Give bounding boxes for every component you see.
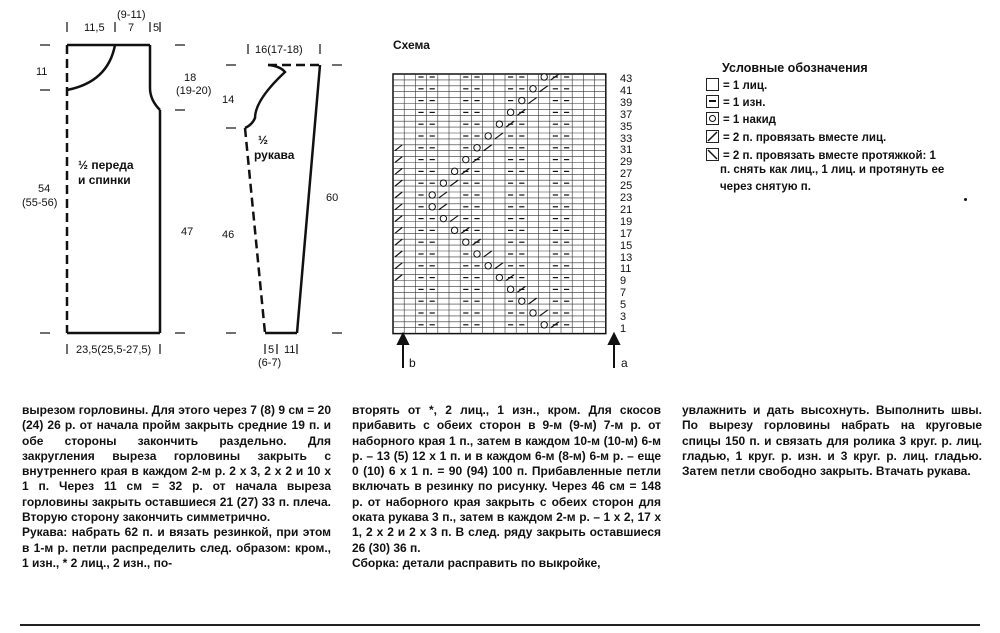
front-top-mid-alt-dim: (9-11) — [117, 9, 146, 21]
sleeve-right-dim: 60 — [326, 192, 339, 204]
yarnover-mark — [474, 145, 480, 151]
yarnover-mark — [485, 133, 491, 139]
row-number: 29 — [620, 156, 633, 169]
sleeve-heading: Рукава: — [22, 525, 68, 540]
row-number: 3 — [620, 311, 627, 323]
ssk-symbol-icon — [706, 148, 719, 161]
row-number: 21 — [620, 203, 633, 216]
row-number: 31 — [620, 144, 633, 157]
sleeve-title-line2: рукава — [254, 148, 295, 162]
yarnover-mark — [507, 109, 513, 115]
arrow-b-label: b — [409, 356, 416, 370]
chart-title: Схема — [393, 38, 430, 52]
row-number: 43 — [620, 73, 633, 85]
front-top-left-dim: 11,5 — [84, 22, 105, 34]
col1-sleeve-paragraph: Рукава: набрать 62 п. и вязать резинкой, при этом в 1-м р. петли распределить след. образом: кром., 1 изн., * 2 лиц., 2 изн., по- — [22, 525, 331, 570]
text-column-1 — [22, 403, 331, 571]
assembly-heading: Сборка: — [352, 555, 400, 570]
sleeve-left-lower-dim: 46 — [222, 229, 235, 241]
yarnover-mark — [519, 97, 525, 103]
row-number: 39 — [620, 96, 633, 109]
arrow-b — [398, 334, 408, 368]
col2-assembly-paragraph: Сборка: детали расправить по выкройке, — [352, 555, 601, 570]
knitting-chart — [393, 74, 606, 334]
yarnover-mark — [440, 215, 446, 221]
yarnover-mark — [463, 156, 469, 162]
yarnover-mark — [429, 204, 435, 210]
row-number: 27 — [620, 168, 633, 181]
row-number: 19 — [620, 215, 633, 228]
row-number: 15 — [620, 239, 633, 252]
sleeve-left-upper-dim: 14 — [222, 94, 235, 106]
knit-symbol-icon — [706, 78, 719, 91]
yarnover-mark — [530, 310, 536, 316]
sleeve-piece — [245, 65, 320, 333]
front-dimension-ticks — [40, 22, 185, 354]
yarnover-mark — [474, 251, 480, 257]
row-number: 13 — [620, 251, 633, 264]
front-top-mid-dim: 7 — [128, 22, 135, 34]
sleeve-title-line1: ½ — [258, 133, 269, 147]
yarnover-mark — [507, 286, 513, 292]
yarnover-mark — [496, 274, 502, 280]
front-left-height-dim: 54 — [38, 183, 51, 195]
sleeve-bottom-right-dim: 11 — [284, 344, 296, 356]
row-number: 35 — [620, 120, 633, 133]
text-column-2 — [352, 403, 661, 571]
front-bottom-dim: 23,5(25,5-27,5) — [76, 344, 152, 356]
purl-symbol-icon — [706, 95, 719, 108]
front-left-upper-dim: 11 — [36, 66, 48, 78]
legend-item-ssk-line3: через снятую п. — [720, 181, 811, 193]
col2-paragraph: вторять от *, 2 лиц., 1 изн., кром. Для скосов прибавить с обеих сторон в 9-м (9-м) 7-м р. от наборного края 1 п., затем в каждом 10-м (10-м) 6-м р. – 13 (5) 12 х 1 п. и в каждом 6-м (8-м) 6-м р. – еще 0 (10) 6 х 1 п. = 90 (94) 100 п. Прибавленные петли включать в резинку по рисунку. Через 46 см = 148 р. от наборного края закрыть с обеих сторон для оката рукава 3 п., затем в каждом 2-м р. – 1 х 2, 17 х 1, 2 х 2 и 2 х 3 п. В след. ряду закрыть оставшиеся 26 (30) 36 п. — [352, 403, 661, 555]
front-left-height-alt-dim: (55-56) — [22, 197, 58, 209]
row-number: 37 — [620, 108, 633, 121]
legend-item-knit: = 1 лиц. — [706, 78, 767, 93]
row-number: 23 — [620, 192, 633, 204]
row-number: 1 — [620, 322, 627, 335]
legend-item-ssk: = 2 п. провязать вместе протяжкой: 1 — [706, 148, 936, 163]
yarnover-mark — [496, 121, 502, 127]
row-number: 5 — [620, 299, 627, 312]
sleeve-bottom-left-dim: 5 — [268, 344, 275, 356]
front-back-piece — [67, 45, 160, 333]
row-number: 33 — [620, 132, 633, 145]
sleeve-bottom-left-alt-dim: (6-7) — [258, 357, 282, 369]
yarnover-mark — [519, 298, 525, 304]
sleeve-dimension-ticks — [226, 44, 342, 354]
front-right-lower-dim: 47 — [181, 226, 194, 238]
yarnover-mark — [541, 74, 547, 80]
arrow-a-label: a — [621, 356, 628, 370]
yarnover-symbol-icon — [706, 112, 719, 125]
row-number: 7 — [620, 287, 627, 300]
yarnover-mark — [541, 322, 547, 328]
row-number: 17 — [620, 227, 633, 240]
front-right-upper-alt-dim: (19-20) — [176, 85, 212, 97]
yarnover-mark — [451, 227, 457, 233]
legend-title: Условные обозначения — [722, 61, 868, 75]
legend-item-k2tog: = 2 п. провязать вместе лиц. — [706, 130, 886, 145]
row-number: 11 — [620, 263, 632, 276]
yarnover-mark — [485, 263, 491, 269]
bottom-rule — [20, 624, 980, 626]
row-number: 25 — [620, 180, 633, 193]
yarnover-mark — [451, 168, 457, 174]
row-number: 41 — [620, 84, 633, 97]
col3-paragraph: увлажнить и дать высохнуть. Выполнить швы. По вырезу горловины набрать на круговые спицы 150 п. и связать для ролика 3 круг. р. лиц. гладью, 1 круг. р. изн. и 3 круг. р. лиц. гладью. Затем петли свободно закрыть. Втачать рукава. — [682, 403, 982, 479]
legend-item-ssk-line2: п. снять как лиц., 1 лиц. и протянуть ее — [720, 164, 945, 176]
yarnover-mark — [440, 180, 446, 186]
front-title-line1: ½ переда — [78, 158, 134, 172]
k2tog-symbol-icon — [706, 130, 719, 143]
sleeve-top-dim: 16(17-18) — [255, 44, 303, 56]
arrow-a — [609, 334, 619, 368]
col1-paragraph: вырезом горловины. Для этого через 7 (8) 9 см = 20 (24) 26 р. от начала пройм закрыть средние 19 п. и обе стороны закончить раздельно. Для закругления выреза горловины закрыть с внутреннего края в каждом 2-м р. 2 х 3, 2 х 2 и 10 х 1 п. Через 11 см = 32 р. от начала выреза горловины закрыть оставшиеся 21 (27) 33 п. плеча. Вторую сторону закончить симметрично. — [22, 403, 331, 525]
front-title-line2: и спинки — [78, 173, 131, 187]
row-number: 9 — [620, 275, 627, 288]
legend-item-purl: = 1 изн. — [706, 95, 765, 110]
front-right-upper-dim: 18 — [184, 72, 197, 84]
legend-item-yarnover: = 1 накид — [706, 112, 776, 127]
text-column-3 — [682, 403, 982, 479]
yarnover-mark — [530, 86, 536, 92]
yarnover-mark — [429, 192, 435, 198]
front-top-right-dim: 5 — [153, 22, 160, 34]
stray-dot — [964, 198, 967, 201]
yarnover-mark — [463, 239, 469, 245]
